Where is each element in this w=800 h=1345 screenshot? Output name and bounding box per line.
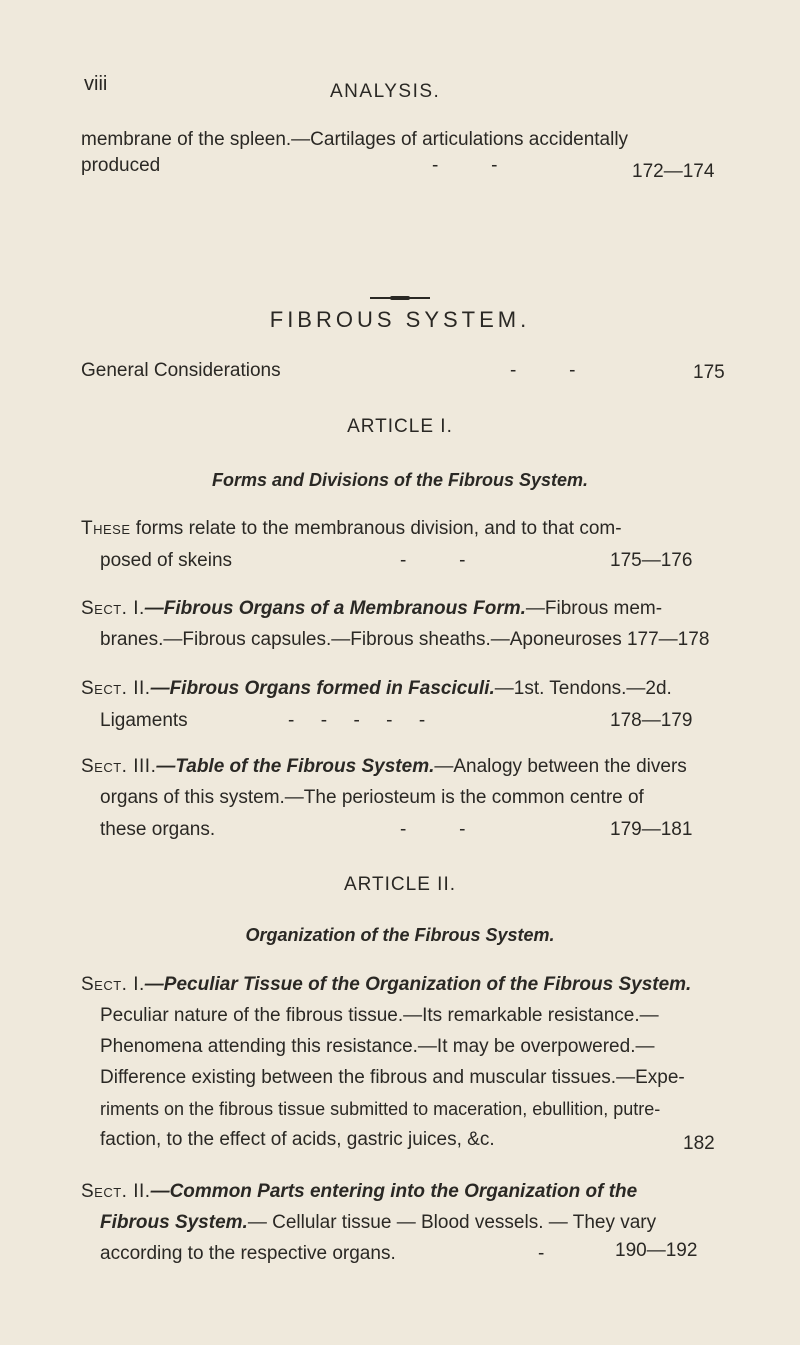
sect-line-1-rest: —Analogy between the divers — [434, 756, 687, 777]
intro-line-2-text: produced — [81, 155, 161, 176]
sect-title: —Fibrous Organs of a Membranous Form. — [144, 598, 526, 619]
article-2-heading: ARTICLE II. — [343, 874, 456, 895]
sect-line-1-rest: —1st. Tendons.—2d. — [494, 678, 672, 699]
article-1-sect-2-line-2-dashes: - - - - - — [288, 710, 426, 731]
article-1-para-line-2-text: posed of skeins — [100, 550, 233, 571]
section-divider — [370, 297, 430, 299]
sect-title: —Table of the Fibrous System. — [156, 756, 435, 777]
article-1-sect-3-line-2: organs of this system.—The periosteum is the common centre of — [100, 787, 644, 808]
article-2-sect-2-line-3-dashes: - — [538, 1243, 545, 1264]
sect-line-1-rest: —Fibrous mem- — [525, 598, 663, 619]
article-2-sect-1-line-4: Difference existing between the fibrous and muscular tissues.—Expe- — [100, 1067, 685, 1088]
sect-label: Sect. I. — [81, 598, 145, 619]
sect-line-2-rest: — Cellular tissue — Blood vessels. — They vary — [247, 1212, 657, 1233]
article-2-sect-1-line-1 — [81, 969, 691, 1001]
general-considerations-dashes: - - — [510, 360, 576, 381]
article-2-subtitle: Organization of the Fibrous System. — [245, 925, 555, 945]
sect-label: Sect. II. — [81, 1181, 151, 1202]
article-2-sect-1-line-5: riments on the fibrous tissue submitted to maceration, ebullition, putre- — [100, 1099, 661, 1119]
article-1-sect-3-line-3-dashes: - - — [400, 819, 466, 840]
article-1-para-line-1 — [81, 513, 622, 545]
article-1-sect-2-line-2-text: Ligaments — [100, 710, 188, 731]
sect-title: —Peculiar Tissue of the Organization of the Fibrous System. — [144, 974, 692, 995]
article-1-sect-2-line-1 — [81, 673, 672, 705]
article-2-sect-1-line-3: Phenomena attending this resistance.—It may be overpowered.— — [100, 1036, 655, 1057]
article-2-sect-2-line-1 — [81, 1176, 637, 1208]
sect-line-2-italic: Fibrous System. — [100, 1212, 248, 1233]
general-considerations-label: General Considerations — [81, 360, 281, 381]
article-1-sect-2-line-2-pages: 178—179 — [610, 710, 693, 731]
article-1-para-line-2-pages: 175—176 — [610, 550, 693, 571]
sect-title: —Fibrous Organs formed in Fasciculi. — [150, 678, 495, 699]
article-1-subtitle: Forms and Divisions of the Fibrous System. — [211, 470, 589, 490]
article-1-sect-1-line-1 — [81, 593, 662, 625]
section-title: FIBROUS SYSTEM. — [269, 307, 531, 332]
article-1-heading: ARTICLE I. — [347, 416, 453, 437]
article-2-sect-2-line-3-pages: 190—192 — [615, 1240, 698, 1261]
article-2-sect-1-line-2: Peculiar nature of the fibrous tissue.—Its remarkable resistance.— — [100, 1005, 659, 1026]
para-lead-word: These — [81, 518, 131, 539]
article-1-sect-3-line-3-pages: 179—181 — [610, 819, 693, 840]
sect-label: Sect. II. — [81, 678, 151, 699]
intro-line-1 — [81, 124, 731, 156]
running-title: ANALYSIS. — [330, 81, 441, 102]
intro-line-2-pages: 172—174 — [632, 161, 715, 182]
intro-line-2-dashes: - - — [432, 155, 498, 176]
article-2-sect-2-line-2 — [100, 1207, 656, 1239]
article-2-sect-1-line-6-page: 182 — [683, 1133, 715, 1154]
article-1-sect-3-line-1 — [81, 751, 687, 783]
page-number: viii — [84, 73, 108, 95]
article-2-sect-2-line-3-text: according to the respective organs. — [100, 1243, 396, 1264]
article-1-sect-1-line-2: branes.—Fibrous capsules.—Fibrous sheaths.—Aponeuroses 177—178 — [100, 629, 710, 650]
general-considerations-page: 175 — [693, 362, 725, 383]
sect-label: Sect. III. — [81, 756, 157, 777]
intro-line-1-text: membrane of the spleen.—Cartilages of articulations accidentally — [81, 129, 629, 150]
sect-label: Sect. I. — [81, 974, 145, 995]
article-2-sect-1-line-6-text: faction, to the effect of acids, gastric juices, &c. — [100, 1129, 495, 1150]
para-line-1-rest: forms relate to the membranous division, and to that com- — [130, 518, 622, 539]
article-1-para-line-2-dashes: - - — [400, 550, 466, 571]
sect-title: —Common Parts entering into the Organization of the — [150, 1181, 638, 1202]
article-1-sect-3-line-3-text: these organs. — [100, 819, 216, 840]
